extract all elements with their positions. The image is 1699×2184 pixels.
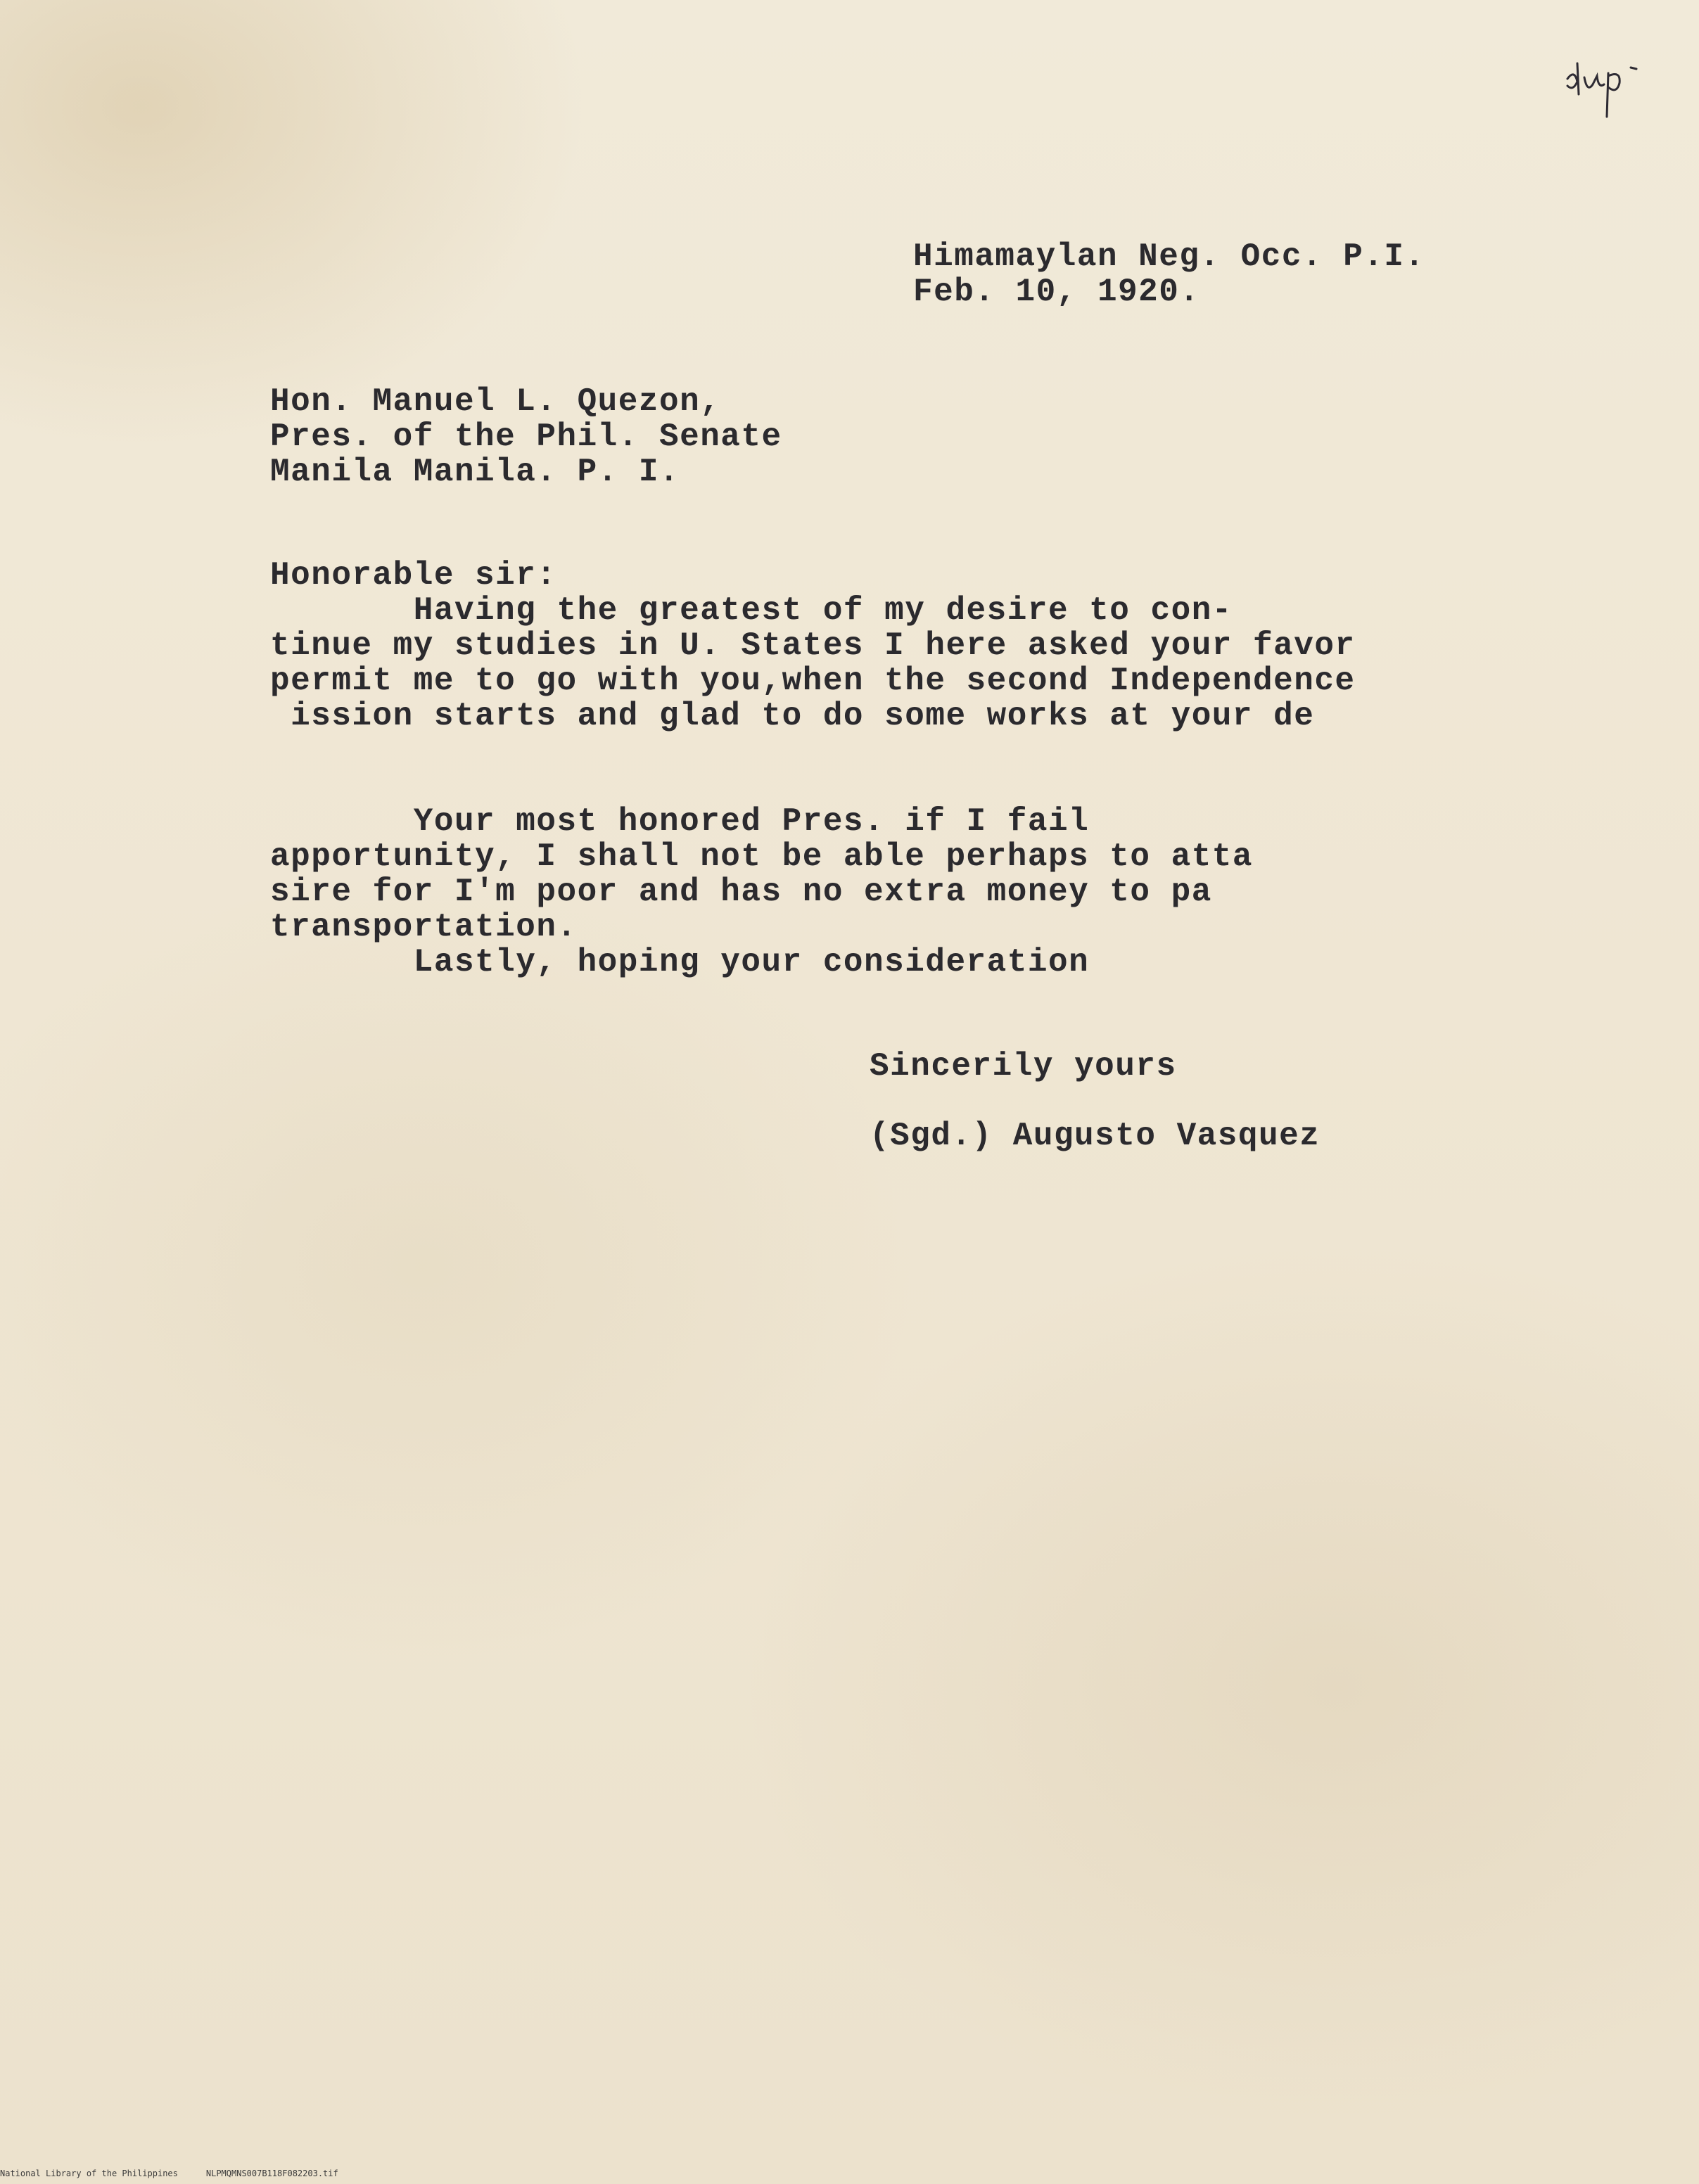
paragraph-2-line: transportation. xyxy=(270,909,578,945)
signature-line: (Sgd.) Augusto Vasquez xyxy=(870,1118,1321,1154)
handwritten-dup-note xyxy=(1555,28,1660,134)
paragraph-1-line: tinue my studies in U. States I here asked your favor xyxy=(270,627,1356,664)
footer-library: National Library of the Philippines xyxy=(0,2169,178,2178)
paragraph-2-line: apportunity, I shall not be able perhaps to atta xyxy=(270,838,1254,875)
letter-place: Himamaylan Neg. Occ. P.I. xyxy=(913,238,1425,275)
paragraph-1-line: ission starts and glad to do some works at your de xyxy=(270,698,1315,734)
paragraph-2-line: Your most honored Pres. if I fail xyxy=(270,803,1090,840)
paragraph-2-line: sire for I'm poor and has no extra money to pa xyxy=(270,874,1212,910)
paragraph-1-line: permit me to go with you,when the second Independence xyxy=(270,663,1356,699)
archive-footer xyxy=(0,2168,338,2179)
body-paragraph-2 xyxy=(270,804,1253,980)
complimentary-close: Sincerily yours xyxy=(870,1048,1177,1085)
addressee-line-3: Manila Manila. P. I. xyxy=(270,454,680,490)
letter-date: Feb. 10, 1920. xyxy=(913,274,1200,310)
addressee-line-1: Hon. Manuel L. Quezon, xyxy=(270,383,721,420)
dateline xyxy=(913,239,1425,309)
addressee-line-2: Pres. of the Phil. Senate xyxy=(270,419,782,455)
paragraph-2-line: Lastly, hoping your consideration xyxy=(270,944,1090,981)
paragraph-1-line: Having the greatest of my desire to con- xyxy=(270,592,1233,629)
body-paragraph-1 xyxy=(270,593,1356,734)
footer-filename: NLPMQMNS007B118F082203.tif xyxy=(205,2169,338,2178)
salutation: Honorable sir: xyxy=(270,557,557,594)
addressee-block xyxy=(270,384,782,490)
